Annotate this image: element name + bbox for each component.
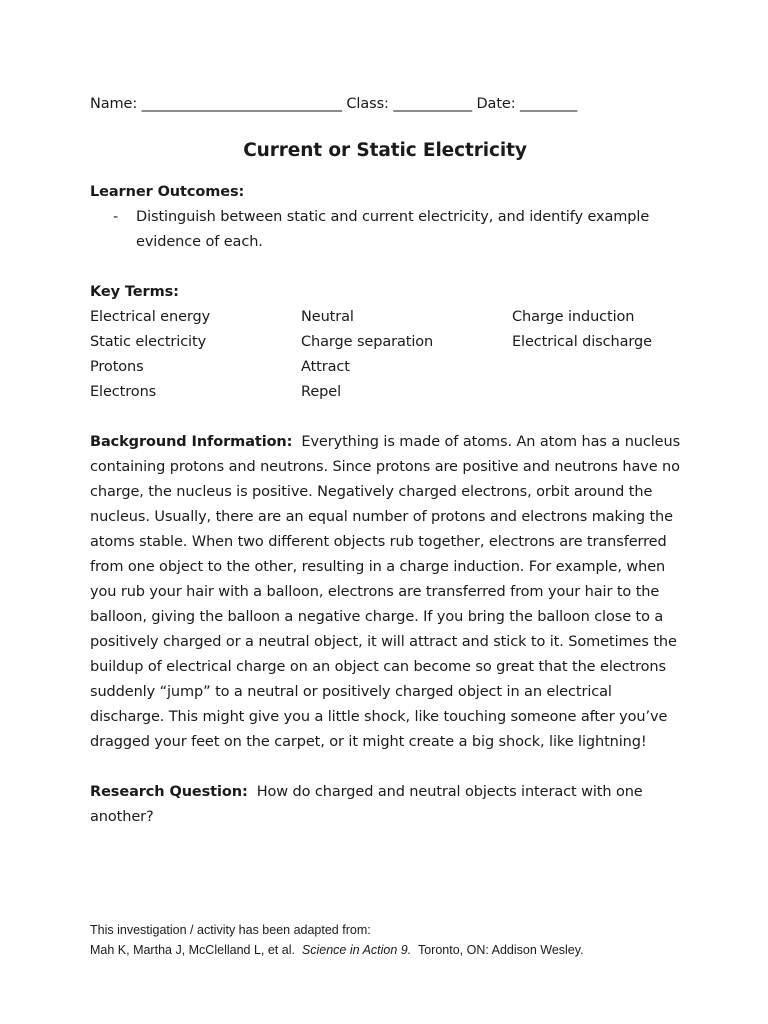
research-question-text: How do charged and neutral objects interact with one another? — [90, 784, 643, 825]
learner-outcome-item — [90, 205, 690, 255]
key-term — [512, 380, 692, 405]
learner-outcomes-section — [90, 180, 690, 255]
key-term: Neutral — [301, 309, 354, 325]
background-text: Everything is made of atoms. An atom has a nucleus containing protons and neutrons. Since protons are positive and neutrons have no charge, the nucleus is positive. Negatively charged electrons, orbit around the nucleus. Usually, there are an equal number of protons and electrons making the atoms stable. When two different objects rub together, electrons are transferred from one object to the other, resulting in a charge induction. For example, when you rub your hair with a balloon, electrons are transferred from your hair to the balloon, giving the balloon a negative charge. If you bring the balloon close to a positively charged or a neutral object, it will attract and stick to it. Sometimes the buildup of electrical charge on an object can become so great that the electrons suddenly “jump” to a neutral or positively charged object in an electrical discharge. This might give you a little shock, like touching someone after you’ve dragged your feet on the carpet, or it might create a big shock, like lightning! — [90, 434, 681, 750]
key-term: Repel — [301, 384, 341, 400]
key-terms-heading: Key Terms: — [90, 284, 179, 300]
page-title: Current or Static Electricity — [243, 140, 527, 161]
key-term: Electrical discharge — [512, 334, 652, 350]
key-term: Attract — [301, 359, 350, 375]
research-question-section — [90, 780, 650, 830]
key-term: Charge induction — [512, 309, 635, 325]
key-term: Charge separation — [301, 334, 434, 350]
key-terms-grid — [90, 305, 690, 405]
key-term — [512, 355, 692, 380]
citation-publisher: Toronto, ON: Addison Wesley. — [417, 943, 584, 957]
bullet-dash: - — [113, 209, 119, 225]
citation-intro: This investigation / activity has been adapted from: — [90, 923, 371, 937]
research-question-heading: Research Question: — [90, 784, 248, 800]
key-term: Electrical energy — [90, 309, 211, 325]
citation-reference — [90, 940, 584, 960]
key-term: Electrons — [90, 384, 157, 400]
citation-authors: Mah K, Martha J, McClelland L, et al. — [90, 943, 295, 957]
key-terms-section — [90, 280, 690, 405]
citation-book-title: Science in Action 9. — [301, 943, 412, 957]
background-heading: Background Information: — [90, 434, 293, 450]
worksheet-page — [90, 92, 690, 830]
key-term: Protons — [90, 359, 144, 375]
key-term: Static electricity — [90, 334, 207, 350]
background-information-section — [90, 430, 690, 755]
learner-outcomes-heading: Learner Outcomes: — [90, 184, 245, 200]
citation-footer — [90, 920, 584, 960]
student-info-line: Name: ____________________________ Class: ___________ Date: ________ — [90, 96, 578, 112]
learner-outcome-text: Distinguish between static and current electricity, and identify example evidence of each. — [136, 209, 650, 250]
